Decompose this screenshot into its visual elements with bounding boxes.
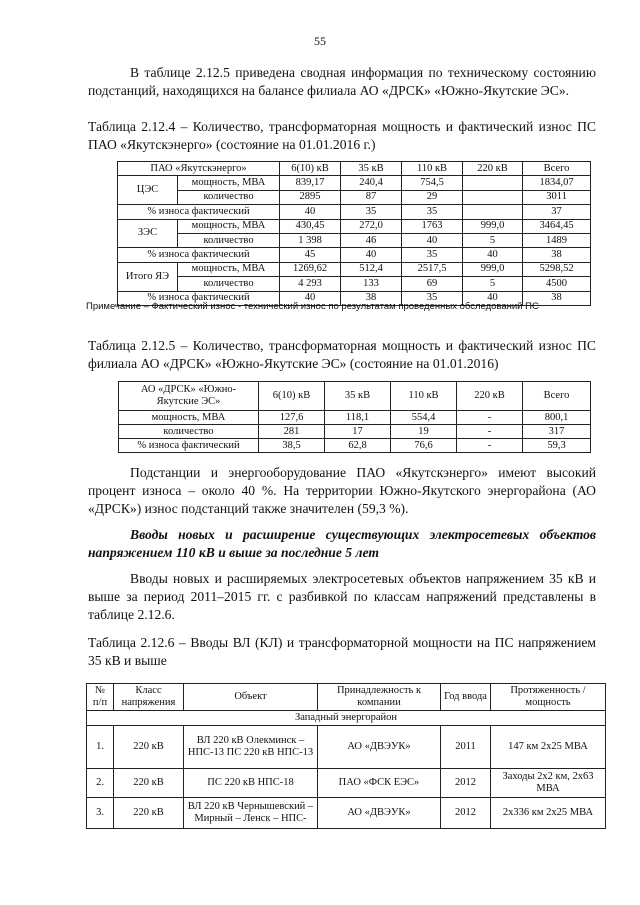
cell: 3464,45: [523, 219, 591, 233]
table-header-row: [118, 162, 591, 176]
inputs-paragraph: Вводы новых и расширяемых электросетевых объектов напряжением 35 кВ и выше за период 2011–2015 гг. с разбивкой по классам напряжений представлены в таблице 2.12.6.: [88, 571, 596, 622]
header-cell: 110 кВ: [391, 382, 457, 411]
cell: 46: [341, 233, 402, 247]
cell: 839,17: [280, 176, 341, 190]
cell: 40: [402, 233, 463, 247]
table-note: Примечание – Фактический износ - технический износ по результатам проведенных обследований ПС: [86, 301, 539, 312]
cell: 281: [259, 425, 325, 439]
voltage-class: 220 кВ: [114, 798, 184, 829]
header-cell: Всего: [523, 382, 591, 411]
header-cell: Всего: [523, 162, 591, 176]
owner: АО «ДВЭУК»: [318, 726, 441, 769]
cell: 35: [341, 205, 402, 219]
cell: 133: [341, 277, 402, 291]
row-label: количество: [178, 277, 280, 291]
table-row: [118, 248, 591, 262]
cell: 272,0: [341, 219, 402, 233]
cell: 37: [523, 205, 591, 219]
header-cell: Протяженность / мощность: [491, 684, 606, 711]
row-number: 2.: [87, 769, 114, 798]
cell: 40: [341, 248, 402, 262]
table-row: [119, 425, 591, 439]
cell: 38: [341, 291, 402, 305]
cell: 19: [391, 425, 457, 439]
cell: 35: [402, 291, 463, 305]
cell: 5: [463, 277, 523, 291]
wear-label: % износа фактический: [118, 291, 280, 305]
cell: -: [457, 425, 523, 439]
intro-paragraph: В таблице 2.12.5 приведена сводная информация по техническому состоянию подстанций, находящихся на балансе филиала АО «ДРСК» «Южно-Якутские ЭС».: [88, 65, 596, 98]
cell: 38,5: [259, 439, 325, 453]
cell: 40: [280, 291, 341, 305]
table-row: [118, 233, 591, 247]
cell: 512,4: [341, 262, 402, 276]
cell: 554,4: [391, 411, 457, 425]
table-2-12-5: [118, 381, 591, 453]
cell: [463, 190, 523, 204]
year: 2012: [441, 798, 491, 829]
table-2-12-6-caption: Таблица 2.12.6 – Вводы ВЛ (КЛ) и трансформаторной мощности на ПС напряжением 35 кВ и выше: [88, 635, 596, 668]
cell: [463, 176, 523, 190]
cell: 35: [402, 248, 463, 262]
table-2-12-4-caption: Таблица 2.12.4 – Количество, трансформаторная мощность и фактический износ ПС ПАО «Якутскэнерго» (состояние на 01.01.2016 г.): [88, 119, 596, 152]
cell: 118,1: [325, 411, 391, 425]
header-cell: 220 кВ: [463, 162, 523, 176]
table-row: [118, 219, 591, 233]
length-capacity: 147 км 2х25 МВА: [491, 726, 606, 769]
row-label: мощность, МВА: [178, 176, 280, 190]
header-cell: 6(10) кВ: [259, 382, 325, 411]
table-header-row: [87, 684, 606, 711]
cell: 87: [341, 190, 402, 204]
cell: 69: [402, 277, 463, 291]
group-name: ЗЭС: [118, 219, 178, 248]
cell: 5: [463, 233, 523, 247]
cell: -: [457, 411, 523, 425]
cell: 3011: [523, 190, 591, 204]
header-cell: АО «ДРСК» «Южно-Якутские ЭС»: [119, 382, 259, 411]
table-row: [87, 798, 606, 829]
cell: 1489: [523, 233, 591, 247]
header-cell: 6(10) кВ: [280, 162, 341, 176]
cell: 317: [523, 425, 591, 439]
cell: 5298,52: [523, 262, 591, 276]
cell: 38: [523, 248, 591, 262]
length-capacity: Заходы 2х2 км, 2х63 МВА: [491, 769, 606, 798]
owner: АО «ДВЭУК»: [318, 798, 441, 829]
section-heading: Вводы новых и расширение существующих электросетевых объектов напряжением 110 кВ и выше за последние 5 лет: [88, 527, 596, 560]
cell: 59,3: [523, 439, 591, 453]
table-row: [119, 439, 591, 453]
table-row: [118, 205, 591, 219]
cell: 800,1: [523, 411, 591, 425]
table-row: [118, 262, 591, 276]
object: ВЛ 220 кВ Олекминск – НПС-13 ПС 220 кВ НПС-13: [184, 726, 318, 769]
cell: 1834,07: [523, 176, 591, 190]
row-label: % износа фактический: [119, 439, 259, 453]
header-cell: 35 кВ: [341, 162, 402, 176]
cell: 17: [325, 425, 391, 439]
section-label: Западный энергорайон: [87, 711, 606, 726]
cell: 40: [280, 205, 341, 219]
table-row: [118, 277, 591, 291]
object: ВЛ 220 кВ Чернышевский – Мирный – Ленск – НПС-: [184, 798, 318, 829]
table-2-12-5-caption: Таблица 2.12.5 – Количество, трансформаторная мощность и фактический износ ПС филиала АО «ДРСК» «Южно-Якутские ЭС» (состояние на 01.01.2016): [88, 338, 596, 371]
header-cell: № п/п: [87, 684, 114, 711]
section-row: [87, 711, 606, 726]
cell: 754,5: [402, 176, 463, 190]
cell: 2517,5: [402, 262, 463, 276]
cell: 40: [463, 291, 523, 305]
cell: 40: [463, 248, 523, 262]
length-capacity: 2х336 км 2х25 МВА: [491, 798, 606, 829]
wear-paragraph: Подстанции и энергооборудование ПАО «Якутскэнерго» имеют высокий процент износа – около 40 %. На территории Южно-Якутского энергорайона (АО «ДРСК») износ подстанций также значителен (59,3 %).: [88, 465, 596, 516]
wear-label: % износа фактический: [118, 205, 280, 219]
cell: 76,6: [391, 439, 457, 453]
row-label: количество: [119, 425, 259, 439]
table-header-row: [119, 382, 591, 411]
row-number: 3.: [87, 798, 114, 829]
page-number: 55: [314, 34, 326, 48]
table-row: [119, 411, 591, 425]
header-cell: ПАО «Якутскэнерго»: [118, 162, 280, 176]
cell: 999,0: [463, 219, 523, 233]
year: 2011: [441, 726, 491, 769]
header-cell: Принадлежность к компании: [318, 684, 441, 711]
owner: ПАО «ФСК ЕЭС»: [318, 769, 441, 798]
cell: 127,6: [259, 411, 325, 425]
cell: 1 398: [280, 233, 341, 247]
group-name: Итого ЯЭ: [118, 262, 178, 291]
voltage-class: 220 кВ: [114, 726, 184, 769]
cell: 999,0: [463, 262, 523, 276]
cell: 45: [280, 248, 341, 262]
wear-label: % износа фактический: [118, 248, 280, 262]
row-label: мощность, МВА: [178, 219, 280, 233]
cell: 38: [523, 291, 591, 305]
row-label: мощность, МВА: [119, 411, 259, 425]
row-number: 1.: [87, 726, 114, 769]
row-label: мощность, МВА: [178, 262, 280, 276]
header-cell: Объект: [184, 684, 318, 711]
header-cell: Год ввода: [441, 684, 491, 711]
cell: 29: [402, 190, 463, 204]
cell: 4 293: [280, 277, 341, 291]
table-row: [118, 176, 591, 190]
header-cell: 110 кВ: [402, 162, 463, 176]
table-2-12-6: [86, 683, 606, 829]
cell: [463, 205, 523, 219]
header-cell: 220 кВ: [457, 382, 523, 411]
group-name: ЦЭС: [118, 176, 178, 205]
year: 2012: [441, 769, 491, 798]
cell: 1763: [402, 219, 463, 233]
cell: 4500: [523, 277, 591, 291]
table-row: [87, 769, 606, 798]
table-row: [118, 190, 591, 204]
cell: 430,45: [280, 219, 341, 233]
voltage-class: 220 кВ: [114, 769, 184, 798]
row-label: количество: [178, 190, 280, 204]
cell: 2895: [280, 190, 341, 204]
cell: 35: [402, 205, 463, 219]
cell: 62,8: [325, 439, 391, 453]
table-row: [87, 726, 606, 769]
header-cell: Класс напряжения: [114, 684, 184, 711]
table-2-12-4: [117, 161, 591, 306]
cell: 240,4: [341, 176, 402, 190]
row-label: количество: [178, 233, 280, 247]
object: ПС 220 кВ НПС-18: [184, 769, 318, 798]
header-cell: 35 кВ: [325, 382, 391, 411]
cell: -: [457, 439, 523, 453]
cell: 1269,62: [280, 262, 341, 276]
